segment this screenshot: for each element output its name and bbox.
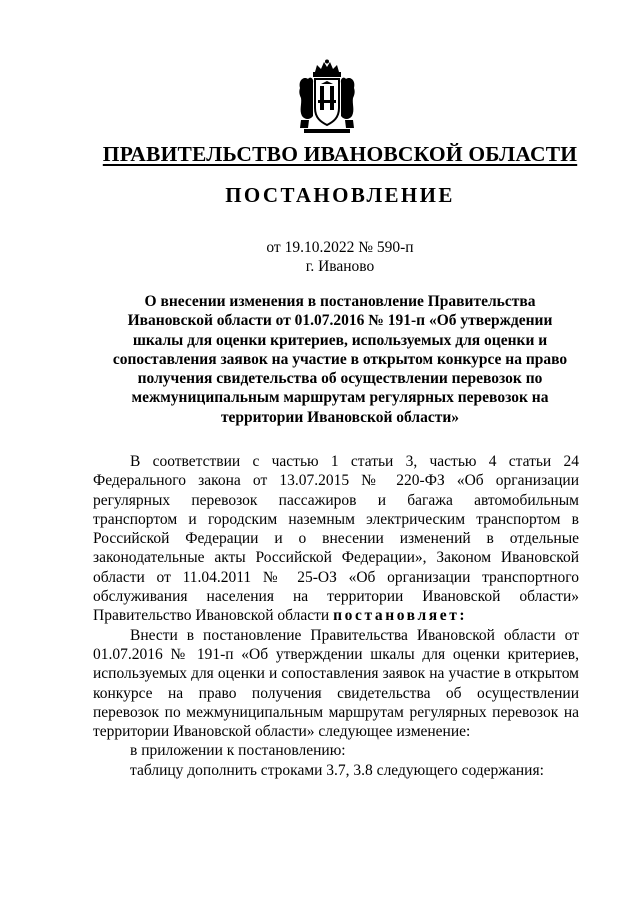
decree-city: г. Иваново [305, 258, 375, 275]
government-title: ПРАВИТЕЛЬСТВО ИВАНОВСКОЙ ОБЛАСТИ [102, 142, 578, 166]
amendment-paragraph: Внести в постановление Правительства Ивановской области от 01.07.2016 № 191-п «Об утверждении шкалы для оценки критериев, используемых для оценки и сопоставления заявок на участие в открытом конкурсе на право получения свидетельства об осуществлении перевозок по межмуниципальным маршрутам регулярных перевозок на территории Ивановской области» следующее изменение: [93, 626, 579, 741]
appendix-paragraph: в приложении к постановлению: [130, 742, 346, 760]
decree-body [93, 452, 579, 780]
decree-meta [60, 238, 620, 276]
table-note-paragraph: таблицу дополнить строками 3.7, 3.8 следующего содержания: [130, 761, 544, 779]
resolves-word: постановляет: [333, 607, 468, 625]
preamble-text: В соответствии с частью 1 статьи 3, частью 4 статьи 24 Федерального закона от 13.07.2015 № 220-ФЗ «Об организации регулярных перевозок пассажиров и багажа автомобильным транспортом и городским наземным электрическим транспортом в Российской Федерации и о внесении изменений в отдельные законодательные акты Российской Федерации», Законом Ивановской области от 11.04.2011 № 25-ОЗ «Об организации транспортного обслуживания населения на территории Ивановской области» Правительство Ивановской области [93, 453, 579, 625]
preamble-paragraph [93, 452, 579, 626]
decree-date-number: от 19.10.2022 № 590-п [266, 239, 414, 256]
decree-type-title: ПОСТАНОВЛЕНИЕ [225, 183, 455, 207]
coat-of-arms-icon [296, 58, 358, 136]
decree-subject: О внесении изменения в постановление Правительства Ивановской области от 01.07.2016 № 191-п «Об утверждении шкалы для оценки критериев, используемых для оценки и сопоставления заявок на участие в открытом конкурсе на право получения свидетельства об осуществлении перевозок по межмуниципальным маршрутам регулярных перевозок на территории Ивановской области» [112, 293, 568, 426]
